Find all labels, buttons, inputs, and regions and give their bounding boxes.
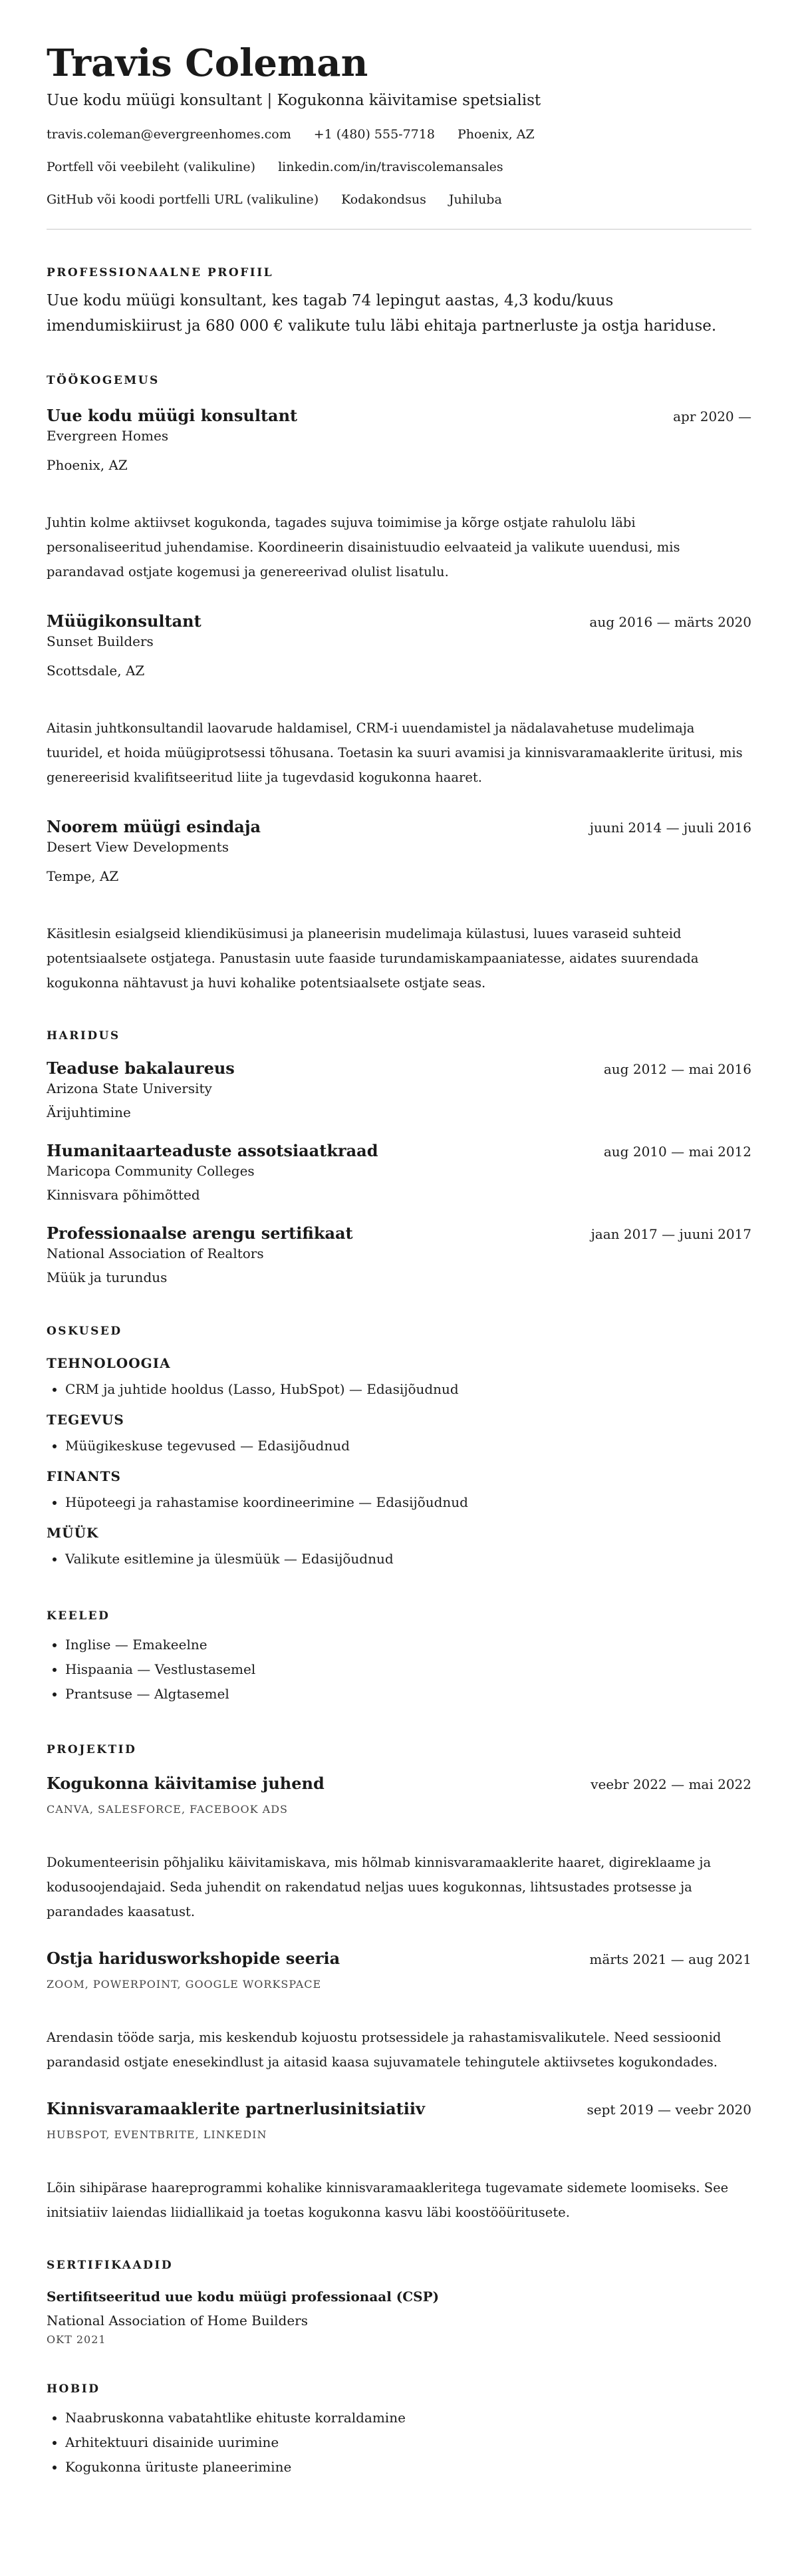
hobby-item: • Arhitektuuri disainide uurimine [65,2430,751,2455]
certificate-issuer: National Association of Home Builders [47,2313,308,2329]
project-name: Ostja haridusworkshopide seeria [47,1949,340,1968]
project-description: Dokumenteerisin põhjaliku käivitamiskava, mis hõlmab kinnisvaramaaklerite haaret, digireklaame ja kodusoojendajaid. Seda juhendit on rakendatud neljas uues kogukonnas, lihtsustades protsesse ja parandades kaasatust. [47,1855,712,1919]
projects-section-title: PROJEKTID [47,1743,137,1756]
skill-item: • Müügikeskuse tegevused — Edasijõudnud [65,1434,751,1458]
job-title: Uue kodu müügi konsultant [47,406,298,425]
project-tech: HUBSPOT, EVENTBRITE, LINKEDIN [47,2128,267,2141]
job-location: Scottsdale, AZ [47,663,145,679]
project-name: Kogukonna käivitamise juhend [47,1774,325,1793]
school-name: National Association of Realtors [47,1245,264,1261]
certificate-name: Sertifitseeritud uue kodu müügi professionaal (CSP) [47,2289,440,2305]
field-of-study: Ärijuhtimine [47,1104,131,1120]
skill-category: FINANTS [47,1468,121,1484]
skill-group [47,1468,751,1515]
skill-category: TEHNOLOOGIA [47,1355,171,1371]
company-name: Desert View Developments [47,839,229,855]
skill-item: • CRM ja juhtide hooldus (Lasso, HubSpot) — Edasijõudnud [65,1377,751,1402]
candidate-name: Travis Coleman [47,41,368,85]
language-item: • Hispaania — Vestlustasemel [65,1657,751,1682]
project-dates: veebr 2022 — mai 2022 [591,1776,751,1792]
field-of-study: Kinnisvara põhimõtted [47,1187,200,1203]
school-name: Arizona State University [47,1080,212,1096]
project-dates: märts 2021 — aug 2021 [589,1951,751,1967]
degree-title: Humanitaarteaduste assotsiaatkraad [47,1141,378,1160]
certificate-entry [47,2287,751,2347]
education-entry [47,1140,751,1204]
languages-section-title: KEELED [47,1609,110,1623]
portfolio-link[interactable]: Portfell või veebileht (valikuline) [47,160,256,174]
job-dates: apr 2020 — [673,408,751,424]
languages-list [47,1633,751,1706]
experience-section-title: TÖÖKOGEMUS [47,374,160,387]
hobbies-list [47,2406,751,2480]
headline: Uue kodu müügi konsultant | Kogukonna käivitamise spetsialist [47,92,541,109]
project-tech: ZOOM, POWERPOINT, GOOGLE WORKSPACE [47,1978,322,1991]
education-dates: jaan 2017 — juuni 2017 [591,1226,751,1242]
contact-row-2 [47,159,751,175]
experience-entry [47,405,751,584]
skill-group [47,1355,751,1402]
skill-category: TEGEVUS [47,1412,124,1428]
skill-group [47,1411,751,1458]
project-entry [47,2098,751,2225]
drivers-license-text: Juhiluba [448,192,502,207]
job-dates: juuni 2014 — juuli 2016 [589,820,751,836]
education-dates: aug 2012 — mai 2016 [603,1061,751,1077]
header-divider [47,229,751,230]
experience-entry [47,816,751,995]
job-title: Noorem müügi esindaja [47,817,261,836]
skill-group [47,1524,751,1571]
job-description: Käsitlesin esialgseid kliendiküsimusi ja planeerisin mudelimaja külastusi, luues varaseid suhteid potentsiaalsete ostjatega. Panustasin uute faaside turundamiskampaaniatesse, aidates suurendada kogukonna nähtavust ja huvi kohalike potentsiaalsete ostjate seas. [47,926,699,991]
degree-title: Professionaalse arengu sertifikaat [47,1223,353,1243]
job-description: Juhtin kolme aktiivset kogukonda, tagades sujuva toimimise ja kõrge ostjate rahulolu läbi personaliseeritud juhendamise. Koordineerin disainistuudio eelvaateid ja valikute uuendusi, mis parandavad ostjate kogemusi ja genereerivad olulist lisatulu. [47,515,680,579]
hobby-item: • Naabruskonna vabatahtlike ehituste korraldamine [65,2406,751,2430]
github-link[interactable]: GitHub või koodi portfelli URL (valikuline) [47,192,319,207]
company-name: Sunset Builders [47,633,154,649]
job-description: Aitasin juhtkonsultandil laovarude haldamisel, CRM-i uuendamistel ja nädalavahetuse mudelimaja tuuridel, et hoida müügiprotsessi tõhusana. Toetasin ka suuri avamisi ja kinnisvaramaaklerite üritusi, mis genereerisid kvalifitseeritud liite ja tugevdasid kogukonna haaret. [47,721,743,785]
phone-text[interactable]: +1 (480) 555-7718 [313,127,435,142]
project-name: Kinnisvaramaaklerite partnerlusinitsiatiiv [47,2099,425,2118]
linkedin-link[interactable]: linkedin.com/in/traviscolemansales [278,160,503,174]
skills-section-title: OSKUSED [47,1325,122,1338]
project-dates: sept 2019 — veebr 2020 [587,2102,751,2118]
education-dates: aug 2010 — mai 2012 [603,1144,751,1160]
profile-summary: Uue kodu müügi konsultant, kes tagab 74 lepingut aastas, 4,3 kodu/kuus imendumiskiirust ja 680 000 € valikute tulu läbi ehitaja partnerluste ja ostja hariduse. [47,292,717,335]
certificates-section-title: SERTIFIKAADID [47,2259,174,2272]
school-name: Maricopa Community Colleges [47,1163,255,1179]
job-location: Tempe, AZ [47,868,119,884]
skill-item: • Valikute esitlemine ja ülesmüük — Edasijõudnud [65,1547,751,1571]
education-entry [47,1223,751,1287]
project-description: Lõin sihipärase haareprogrammi kohalike kinnisvaramaakleritega tugevamate sidemete loomiseks. See initsiatiiv laiendas liidiallikaid ja toetas kogukonna kasvu läbi koostööüritusete. [47,2180,729,2220]
hobby-item: • Kogukonna ürituste planeerimine [65,2455,751,2480]
profile-section-title: PROFESSIONAALNE PROFIIL [47,266,274,279]
project-description: Arendasin tööde sarja, mis keskendub kojuostu protsessidele ja rahastamisvalikutele. Need sessioonid parandasid ostjate enesekindlust ja aitasid kaasa sujuvamatele tehingutele aktiivsetes kogukondades. [47,2030,722,2070]
job-dates: aug 2016 — märts 2020 [589,614,751,630]
skill-category: MÜÜK [47,1525,99,1541]
project-entry [47,1948,751,2074]
location-text: Phoenix, AZ [457,127,535,142]
certificate-date: OKT 2021 [47,2333,106,2346]
job-location: Phoenix, AZ [47,457,128,473]
company-name: Evergreen Homes [47,428,169,444]
hobbies-section-title: HOBID [47,2382,100,2396]
field-of-study: Müük ja turundus [47,1269,168,1285]
skill-item: • Hüpoteegi ja rahastamise koordineerimine — Edasijõudnud [65,1490,751,1515]
degree-title: Teaduse bakalaureus [47,1058,235,1078]
language-item: • Prantsuse — Algtasemel [65,1682,751,1706]
project-tech: CANVA, SALESFORCE, FACEBOOK ADS [47,1803,288,1816]
education-entry [47,1058,751,1122]
contact-row-1 [47,126,751,142]
citizenship-text: Kodakondsus [341,192,426,207]
education-section-title: HARIDUS [47,1029,120,1043]
experience-entry [47,611,751,790]
language-item: • Inglise — Emakeelne [65,1633,751,1657]
project-entry [47,1773,751,1924]
job-title: Müügikonsultant [47,611,201,631]
contact-row-3 [47,192,751,208]
email-link[interactable]: travis.coleman@evergreenhomes.com [47,127,291,142]
